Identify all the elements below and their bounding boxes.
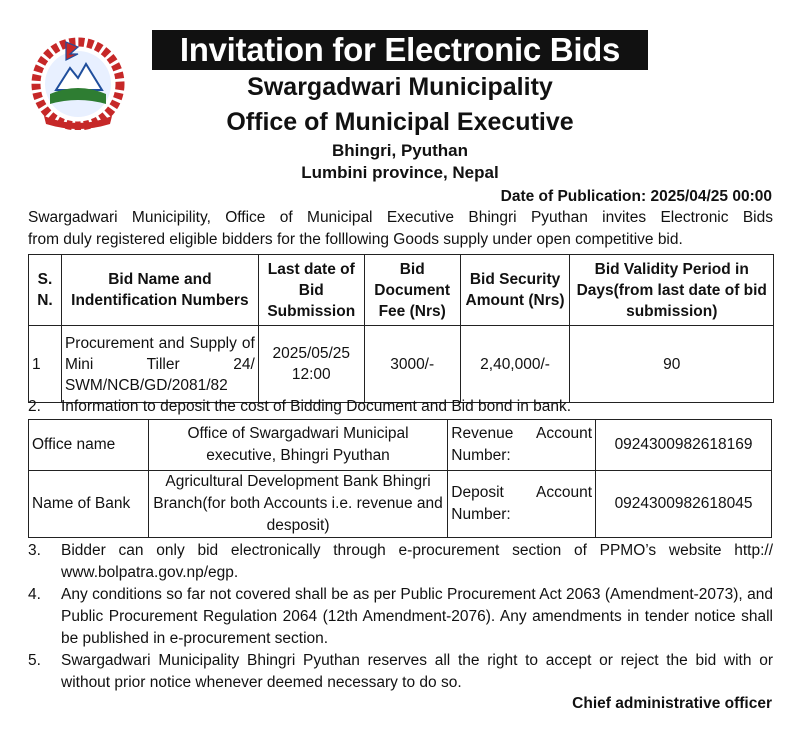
bid-table-header-row [29, 255, 774, 326]
column-header: Last date of Bid Submission [258, 255, 364, 326]
column-header: S. N. [29, 255, 62, 326]
item-number: 4. [28, 586, 41, 603]
table-row [29, 420, 772, 471]
nepal-emblem-icon [26, 34, 130, 130]
last-date: 2025/05/25 12:00 [258, 326, 364, 403]
office-name-value: Office of Swargadwari Municipal executive, Bhingri Pyuthan [148, 420, 447, 471]
list-item [28, 540, 773, 584]
security-amount: 2,40,000/- [460, 326, 570, 403]
account-table [28, 419, 772, 538]
item-text: Any conditions so far not covered shall be as per Public Procurement Act 2063 (Amendment-2073), and Public Procurement Regulation 2064 (12th Amendment-2076). Any amendments in tender notice shall be published in e-procurement section. [61, 586, 773, 647]
list-item [28, 396, 773, 418]
item-number: 5. [28, 652, 41, 669]
item-text: Bidder can only bid electronically through e-procurement section of PPMO’s website http:// www.bolpatra.gov.np/egp. [61, 542, 773, 581]
office-name-label: Office name [29, 420, 149, 471]
column-header: Bid Name and Indentification Numbers [61, 255, 258, 326]
publication-date: Date of Publication: 2025/04/25 00:00 [500, 188, 772, 205]
item-text: Information to deposit the cost of Bidding Document and Bid bond in bank. [61, 398, 572, 415]
column-header: Bid Security Amount (Nrs) [460, 255, 570, 326]
notice-title: Invitation for Electronic Bids [152, 30, 648, 70]
item-text: Swargadwari Municipality Bhingri Pyuthan reserves all the right to accept or reject the bid with or without prior notice whenever deemed necessary to do so. [61, 652, 773, 691]
deposit-account-number: 0924300982618045 [596, 471, 772, 538]
bank-name-value: Agricultural Development Bank Bhingri Branch(for both Accounts i.e. revenue and desposit) [148, 471, 447, 538]
bid-table [28, 254, 774, 403]
bid-name: Procurement and Supply of Mini Tiller 24/ SWM/NCB/GD/2081/82 [61, 326, 258, 403]
table-row [29, 471, 772, 538]
revenue-account-number: 0924300982618169 [596, 420, 772, 471]
list-item [28, 584, 773, 650]
office-name: Office of Municipal Executive [226, 108, 574, 136]
serial-number: 1 [29, 326, 62, 403]
signatory: Chief administrative officer [572, 695, 772, 712]
municipality-name: Swargadwari Municipality [247, 73, 553, 101]
document-fee: 3000/- [364, 326, 460, 403]
location-line-1: Bhingri, Pyuthan [332, 141, 468, 160]
validity-period: 90 [570, 326, 774, 403]
deposit-account-label: Deposit Account Number: [448, 471, 596, 538]
item-number: 2. [28, 398, 41, 415]
list-item [28, 650, 773, 694]
revenue-account-label: Revenue Account Number: [448, 420, 596, 471]
table-row [29, 326, 774, 403]
column-header: Bid Document Fee (Nrs) [364, 255, 460, 326]
location-line-2: Lumbini province, Nepal [301, 163, 499, 182]
column-header: Bid Validity Period in Days(from last date of bid submission) [570, 255, 774, 326]
intro-line-2: from duly registered eligible bidders for the folllowing Goods supply under open competitive bid. [28, 231, 683, 248]
notice-items [28, 540, 773, 694]
item-number: 3. [28, 542, 41, 559]
intro-line-1: Swargadwari Municipility, Office of Municipal Executive Bhingri Pyuthan invites Electronic Bids [28, 209, 773, 226]
bank-name-label: Name of Bank [29, 471, 149, 538]
